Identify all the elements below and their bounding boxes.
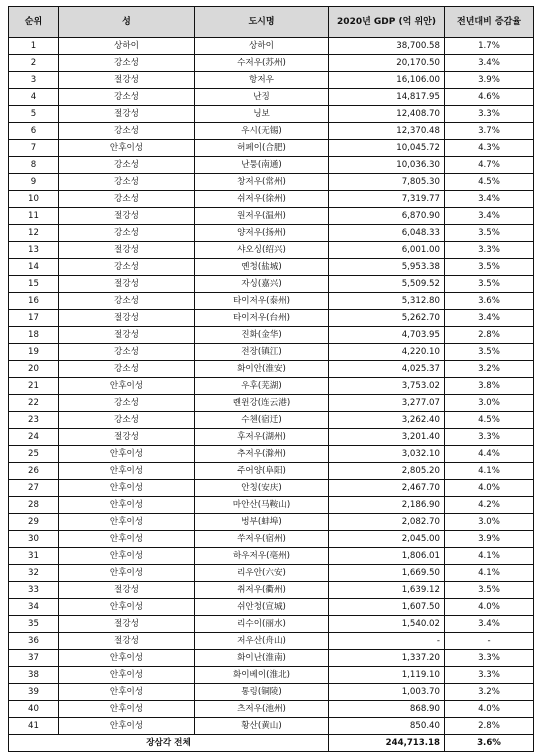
table-row [9,276,534,293]
province-cell: 안후이성 [59,378,195,395]
table-row [9,497,534,514]
gdp-cell: 14,817.95 [329,89,445,106]
city-cell: 황산(黄山) [195,718,329,735]
header-growth: 전년대비 증감율 [445,7,534,38]
gdp-cell: 12,408.70 [329,106,445,123]
city-cell: 닝보 [195,106,329,123]
city-cell: 난징 [195,89,329,106]
growth-cell: 4.5% [445,412,534,429]
table-row [9,565,534,582]
gdp-cell: 1,119.10 [329,667,445,684]
city-cell: 롄윈강(连云港) [195,395,329,412]
city-cell: 타이저우(泰州) [195,293,329,310]
rank-cell: 6 [9,123,59,140]
table-row [9,395,534,412]
city-cell: 쉬안청(宣城) [195,599,329,616]
gdp-cell: 1,806.01 [329,548,445,565]
growth-cell: 4.0% [445,480,534,497]
city-cell: 진화(金华) [195,327,329,344]
growth-cell: 3.9% [445,531,534,548]
province-cell: 안후이성 [59,140,195,157]
gdp-cell: 5,262.70 [329,310,445,327]
growth-cell: 3.9% [445,72,534,89]
gdp-cell: 850.40 [329,718,445,735]
rank-cell: 5 [9,106,59,123]
city-cell: 난퉁(南通) [195,157,329,174]
province-cell: 절강성 [59,310,195,327]
province-cell: 안후이성 [59,531,195,548]
gdp-cell: 12,370.48 [329,123,445,140]
table-row [9,293,534,310]
province-cell: 안후이성 [59,565,195,582]
gdp-cell: 1,669.50 [329,565,445,582]
table-row [9,89,534,106]
gdp-cell: 10,036.30 [329,157,445,174]
table-row [9,684,534,701]
rank-cell: 28 [9,497,59,514]
table-row [9,38,534,55]
growth-cell: 4.7% [445,157,534,174]
total-growth: 3.6% [445,735,534,752]
rank-cell: 21 [9,378,59,395]
gdp-cell: 1,540.02 [329,616,445,633]
city-cell: 리수이(丽水) [195,616,329,633]
gdp-cell: 7,805.30 [329,174,445,191]
province-cell: 강소성 [59,412,195,429]
growth-cell: - [445,633,534,650]
header-city: 도시명 [195,7,329,38]
city-cell: 양저우(扬州) [195,225,329,242]
city-cell: 취저우(衢州) [195,582,329,599]
table-row [9,106,534,123]
rank-cell: 36 [9,633,59,650]
total-label: 장삼각 전체 [9,735,329,752]
gdp-cell: 10,045.72 [329,140,445,157]
gdp-cell: 20,170.50 [329,55,445,72]
city-cell: 자싱(嘉兴) [195,276,329,293]
growth-cell: 4.6% [445,89,534,106]
province-cell: 절강성 [59,208,195,225]
province-cell: 강소성 [59,259,195,276]
rank-cell: 4 [9,89,59,106]
growth-cell: 4.1% [445,548,534,565]
gdp-cell: 4,703.95 [329,327,445,344]
province-cell: 절강성 [59,327,195,344]
province-cell: 안후이성 [59,446,195,463]
growth-cell: 2.8% [445,718,534,735]
city-cell: 샤오싱(绍兴) [195,242,329,259]
gdp-cell: 5,953.38 [329,259,445,276]
city-cell: 마안산(马鞍山) [195,497,329,514]
rank-cell: 33 [9,582,59,599]
growth-cell: 3.0% [445,514,534,531]
province-cell: 강소성 [59,123,195,140]
rank-cell: 1 [9,38,59,55]
rank-cell: 22 [9,395,59,412]
rank-cell: 20 [9,361,59,378]
city-cell: 상하이 [195,38,329,55]
gdp-cell: 1,337.20 [329,650,445,667]
city-cell: 화이안(淮安) [195,361,329,378]
table-row [9,55,534,72]
city-cell: 우시(无锡) [195,123,329,140]
rank-cell: 35 [9,616,59,633]
province-cell: 절강성 [59,106,195,123]
rank-cell: 18 [9,327,59,344]
rank-cell: 16 [9,293,59,310]
rank-cell: 38 [9,667,59,684]
gdp-cell: 2,467.70 [329,480,445,497]
table-row [9,718,534,735]
growth-cell: 3.3% [445,106,534,123]
table-row [9,242,534,259]
table-row [9,412,534,429]
growth-cell: 3.5% [445,344,534,361]
city-cell: 수첸(宿迁) [195,412,329,429]
gdp-cell: 2,045.00 [329,531,445,548]
gdp-cell: 38,700.58 [329,38,445,55]
rank-cell: 40 [9,701,59,718]
rank-cell: 39 [9,684,59,701]
gdp-table [8,6,534,752]
growth-cell: 4.2% [445,497,534,514]
province-cell: 안후이성 [59,684,195,701]
rank-cell: 3 [9,72,59,89]
province-cell: 강소성 [59,395,195,412]
rank-cell: 30 [9,531,59,548]
province-cell: 절강성 [59,242,195,259]
city-cell: 옌청(盐城) [195,259,329,276]
province-cell: 안후이성 [59,480,195,497]
city-cell: 전장(镇江) [195,344,329,361]
city-cell: 하우저우(亳州) [195,548,329,565]
table-row [9,548,534,565]
province-cell: 강소성 [59,191,195,208]
growth-cell: 4.4% [445,446,534,463]
gdp-cell: 1,639.12 [329,582,445,599]
table-row [9,140,534,157]
gdp-cell: 16,106.00 [329,72,445,89]
table-row [9,123,534,140]
table-row [9,701,534,718]
rank-cell: 24 [9,429,59,446]
gdp-cell: 868.90 [329,701,445,718]
growth-cell: 3.8% [445,378,534,395]
growth-cell: 4.3% [445,140,534,157]
table-row [9,599,534,616]
province-cell: 안후이성 [59,701,195,718]
gdp-cell: 2,186.90 [329,497,445,514]
province-cell: 안후이성 [59,497,195,514]
province-cell: 안후이성 [59,599,195,616]
table-row [9,344,534,361]
growth-cell: 3.3% [445,429,534,446]
rank-cell: 8 [9,157,59,174]
gdp-cell: 2,805.20 [329,463,445,480]
gdp-cell: 1,607.50 [329,599,445,616]
rank-cell: 34 [9,599,59,616]
province-cell: 상하이 [59,38,195,55]
province-cell: 안후이성 [59,463,195,480]
table-row [9,157,534,174]
rank-cell: 7 [9,140,59,157]
province-cell: 안후이성 [59,718,195,735]
growth-cell: 1.7% [445,38,534,55]
gdp-cell: 6,048.33 [329,225,445,242]
rank-cell: 23 [9,412,59,429]
rank-cell: 2 [9,55,59,72]
rank-cell: 25 [9,446,59,463]
gdp-cell: 3,262.40 [329,412,445,429]
province-cell: 절강성 [59,72,195,89]
gdp-cell: - [329,633,445,650]
growth-cell: 4.1% [445,565,534,582]
growth-cell: 3.0% [445,395,534,412]
rank-cell: 31 [9,548,59,565]
total-row [9,735,534,752]
city-cell: 화이난(淮南) [195,650,329,667]
rank-cell: 29 [9,514,59,531]
city-cell: 쑤저우(宿州) [195,531,329,548]
city-cell: 항저우 [195,72,329,89]
city-cell: 추저우(滁州) [195,446,329,463]
gdp-cell: 7,319.77 [329,191,445,208]
growth-cell: 3.5% [445,276,534,293]
city-cell: 주어양(阜阳) [195,463,329,480]
header-province: 성 [59,7,195,38]
table-row [9,446,534,463]
growth-cell: 4.0% [445,701,534,718]
city-cell: 안칭(安庆) [195,480,329,497]
table-row [9,174,534,191]
total-gdp: 244,713.18 [329,735,445,752]
table-row [9,72,534,89]
table-row [9,667,534,684]
city-cell: 창저우(常州) [195,174,329,191]
gdp-cell: 4,220.10 [329,344,445,361]
table-row [9,480,534,497]
province-cell: 강소성 [59,344,195,361]
rank-cell: 15 [9,276,59,293]
province-cell: 강소성 [59,225,195,242]
growth-cell: 3.5% [445,259,534,276]
gdp-cell: 2,082.70 [329,514,445,531]
table-row [9,429,534,446]
city-cell: 통링(铜陵) [195,684,329,701]
city-cell: 츠저우(池州) [195,701,329,718]
growth-cell: 2.8% [445,327,534,344]
rank-cell: 26 [9,463,59,480]
table-row [9,514,534,531]
city-cell: 쉬저우(徐州) [195,191,329,208]
rank-cell: 11 [9,208,59,225]
growth-cell: 3.4% [445,310,534,327]
growth-cell: 3.4% [445,616,534,633]
growth-cell: 3.4% [445,191,534,208]
growth-cell: 3.3% [445,667,534,684]
growth-cell: 4.1% [445,463,534,480]
table-row [9,378,534,395]
rank-cell: 27 [9,480,59,497]
city-cell: 화이베이(淮北) [195,667,329,684]
province-cell: 안후이성 [59,667,195,684]
province-cell: 강소성 [59,174,195,191]
province-cell: 안후이성 [59,548,195,565]
gdp-cell: 3,277.07 [329,395,445,412]
growth-cell: 3.3% [445,650,534,667]
gdp-cell: 5,312.80 [329,293,445,310]
gdp-cell: 3,201.40 [329,429,445,446]
table-row [9,582,534,599]
growth-cell: 3.5% [445,582,534,599]
rank-cell: 19 [9,344,59,361]
table-row [9,208,534,225]
rank-cell: 10 [9,191,59,208]
province-cell: 강소성 [59,361,195,378]
province-cell: 강소성 [59,157,195,174]
province-cell: 강소성 [59,89,195,106]
table-row [9,633,534,650]
table-row [9,616,534,633]
growth-cell: 4.5% [445,174,534,191]
table-row [9,259,534,276]
gdp-cell: 3,753.02 [329,378,445,395]
gdp-cell: 6,001.00 [329,242,445,259]
header-row [9,7,534,38]
province-cell: 절강성 [59,616,195,633]
city-cell: 벙부(蚌埠) [195,514,329,531]
growth-cell: 3.3% [445,242,534,259]
rank-cell: 41 [9,718,59,735]
growth-cell: 3.2% [445,684,534,701]
header-gdp: 2020년 GDP (억 위안) [329,7,445,38]
rank-cell: 12 [9,225,59,242]
gdp-cell: 6,870.90 [329,208,445,225]
table-row [9,327,534,344]
growth-cell: 3.4% [445,208,534,225]
city-cell: 저우산(舟山) [195,633,329,650]
table-row [9,310,534,327]
growth-cell: 3.4% [445,55,534,72]
rank-cell: 37 [9,650,59,667]
rank-cell: 13 [9,242,59,259]
province-cell: 강소성 [59,55,195,72]
province-cell: 절강성 [59,582,195,599]
header-rank: 순위 [9,7,59,38]
rank-cell: 32 [9,565,59,582]
growth-cell: 3.7% [445,123,534,140]
growth-cell: 3.6% [445,293,534,310]
province-cell: 절강성 [59,276,195,293]
rank-cell: 14 [9,259,59,276]
city-cell: 후저우(湖州) [195,429,329,446]
table-row [9,463,534,480]
city-cell: 리우안(六安) [195,565,329,582]
rank-cell: 9 [9,174,59,191]
growth-cell: 4.0% [445,599,534,616]
city-cell: 타이저우(台州) [195,310,329,327]
province-cell: 강소성 [59,293,195,310]
table-row [9,191,534,208]
city-cell: 수저우(苏州) [195,55,329,72]
gdp-cell: 4,025.37 [329,361,445,378]
city-cell: 원저우(温州) [195,208,329,225]
growth-cell: 3.5% [445,225,534,242]
province-cell: 절강성 [59,429,195,446]
province-cell: 안후이성 [59,650,195,667]
city-cell: 우후(芜湖) [195,378,329,395]
table-row [9,225,534,242]
city-cell: 허페이(合肥) [195,140,329,157]
table-row [9,531,534,548]
rank-cell: 17 [9,310,59,327]
table-row [9,361,534,378]
growth-cell: 3.2% [445,361,534,378]
province-cell: 안후이성 [59,514,195,531]
gdp-cell: 1,003.70 [329,684,445,701]
gdp-cell: 3,032.10 [329,446,445,463]
province-cell: 절강성 [59,633,195,650]
gdp-cell: 5,509.52 [329,276,445,293]
table-row [9,650,534,667]
